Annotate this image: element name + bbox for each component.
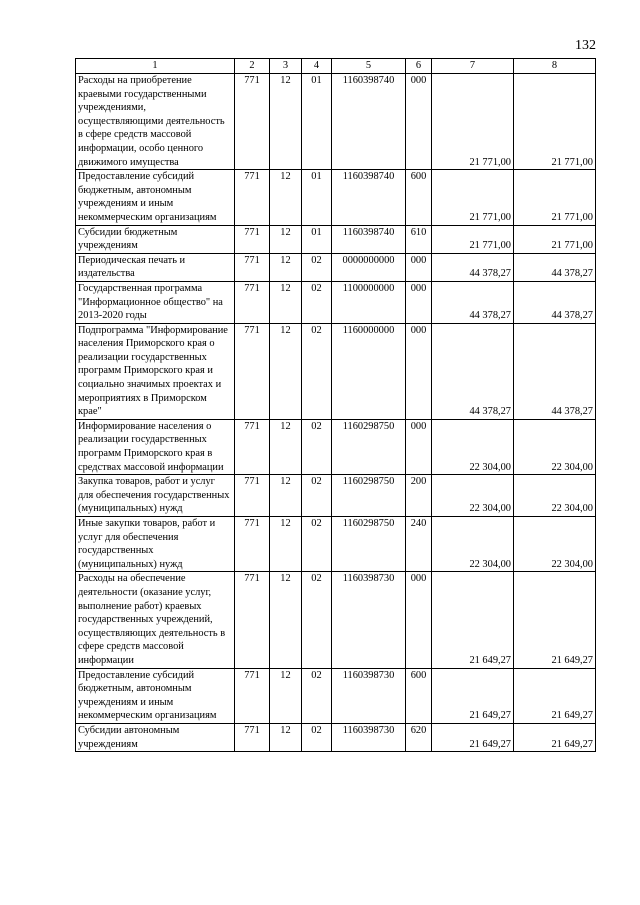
- table-header-row: [76, 59, 596, 74]
- column-header: 3: [270, 59, 302, 74]
- subsection-cell: 02: [302, 668, 332, 723]
- subsection-cell: 02: [302, 723, 332, 751]
- expense-type-cell: 000: [406, 74, 432, 170]
- table-row: [76, 225, 596, 253]
- amount-year1-cell: 21 771,00: [432, 170, 514, 225]
- section-cell: 12: [270, 517, 302, 572]
- expense-type-cell: 620: [406, 723, 432, 751]
- amount-year2-cell: 44 378,27: [514, 281, 596, 323]
- table-row: [76, 170, 596, 225]
- subsection-cell: 02: [302, 572, 332, 668]
- subsection-cell: 02: [302, 475, 332, 517]
- section-cell: 12: [270, 170, 302, 225]
- amount-year1-cell: 44 378,27: [432, 281, 514, 323]
- target-article-cell: 1160398730: [332, 668, 406, 723]
- column-header: 1: [76, 59, 235, 74]
- target-article-cell: 1160398730: [332, 572, 406, 668]
- table-row: [76, 572, 596, 668]
- section-cell: 12: [270, 572, 302, 668]
- grbs-cell: 771: [235, 668, 270, 723]
- table-row: [76, 281, 596, 323]
- amount-year1-cell: 21 649,27: [432, 572, 514, 668]
- subsection-cell: 01: [302, 170, 332, 225]
- subsection-cell: 02: [302, 323, 332, 419]
- row-name-cell: Предоставление субсидий бюджетным, автономным учреждениям и иным некоммерческим организациям: [76, 668, 235, 723]
- target-article-cell: 1160398740: [332, 170, 406, 225]
- expense-type-cell: 600: [406, 668, 432, 723]
- subsection-cell: 01: [302, 225, 332, 253]
- row-name-cell: Субсидии бюджетным учреждениям: [76, 225, 235, 253]
- target-article-cell: 1160298750: [332, 475, 406, 517]
- subsection-cell: 02: [302, 253, 332, 281]
- section-cell: 12: [270, 74, 302, 170]
- table-row: [76, 74, 596, 170]
- row-name-cell: Иные закупки товаров, работ и услуг для обеспечения государственных (муниципальных) нужд: [76, 517, 235, 572]
- row-name-cell: Подпрограмма "Информирование населения Приморского края о реализации государственных программ Приморского края и социально значимых проектах и мероприятиях в Приморском крае": [76, 323, 235, 419]
- amount-year1-cell: 22 304,00: [432, 419, 514, 474]
- table-row: [76, 323, 596, 419]
- grbs-cell: 771: [235, 225, 270, 253]
- expense-type-cell: 610: [406, 225, 432, 253]
- section-cell: 12: [270, 225, 302, 253]
- grbs-cell: 771: [235, 572, 270, 668]
- amount-year2-cell: 22 304,00: [514, 475, 596, 517]
- column-header: 4: [302, 59, 332, 74]
- amount-year2-cell: 44 378,27: [514, 323, 596, 419]
- table-row: [76, 419, 596, 474]
- section-cell: 12: [270, 668, 302, 723]
- target-article-cell: 1160298750: [332, 419, 406, 474]
- grbs-cell: 771: [235, 281, 270, 323]
- section-cell: 12: [270, 419, 302, 474]
- row-name-cell: Предоставление субсидий бюджетным, автономным учреждениям и иным некоммерческим организациям: [76, 170, 235, 225]
- expense-type-cell: 240: [406, 517, 432, 572]
- column-header: 7: [432, 59, 514, 74]
- row-name-cell: Периодическая печать и издательства: [76, 253, 235, 281]
- row-name-cell: Закупка товаров, работ и услуг для обеспечения государственных (муниципальных) нужд: [76, 475, 235, 517]
- section-cell: 12: [270, 723, 302, 751]
- amount-year2-cell: 21 649,27: [514, 572, 596, 668]
- table-row: [76, 723, 596, 751]
- target-article-cell: 0000000000: [332, 253, 406, 281]
- amount-year1-cell: 21 771,00: [432, 225, 514, 253]
- table-row: [76, 475, 596, 517]
- table-row: [76, 517, 596, 572]
- row-name-cell: Государственная программа "Информационное общество" на 2013-2020 годы: [76, 281, 235, 323]
- grbs-cell: 771: [235, 253, 270, 281]
- subsection-cell: 02: [302, 419, 332, 474]
- section-cell: 12: [270, 281, 302, 323]
- grbs-cell: 771: [235, 517, 270, 572]
- target-article-cell: 1100000000: [332, 281, 406, 323]
- grbs-cell: 771: [235, 475, 270, 517]
- expense-type-cell: 000: [406, 281, 432, 323]
- grbs-cell: 771: [235, 723, 270, 751]
- amount-year2-cell: 22 304,00: [514, 517, 596, 572]
- expense-type-cell: 600: [406, 170, 432, 225]
- grbs-cell: 771: [235, 170, 270, 225]
- row-name-cell: Информирование населения о реализации государственных программ Приморского края в средствах массовой информации: [76, 419, 235, 474]
- amount-year1-cell: 21 649,27: [432, 668, 514, 723]
- amount-year2-cell: 21 771,00: [514, 225, 596, 253]
- column-header: 2: [235, 59, 270, 74]
- amount-year1-cell: 21 771,00: [432, 74, 514, 170]
- target-article-cell: 1160298750: [332, 517, 406, 572]
- row-name-cell: Субсидии автономным учреждениям: [76, 723, 235, 751]
- table-row: [76, 668, 596, 723]
- subsection-cell: 02: [302, 281, 332, 323]
- amount-year2-cell: 44 378,27: [514, 253, 596, 281]
- target-article-cell: 1160398740: [332, 74, 406, 170]
- amount-year2-cell: 21 771,00: [514, 170, 596, 225]
- page-number: 132: [575, 38, 596, 53]
- grbs-cell: 771: [235, 419, 270, 474]
- subsection-cell: 01: [302, 74, 332, 170]
- section-cell: 12: [270, 475, 302, 517]
- column-header: 5: [332, 59, 406, 74]
- amount-year2-cell: 21 649,27: [514, 668, 596, 723]
- column-header: 8: [514, 59, 596, 74]
- amount-year2-cell: 21 649,27: [514, 723, 596, 751]
- column-header: 6: [406, 59, 432, 74]
- section-cell: 12: [270, 323, 302, 419]
- amount-year1-cell: 22 304,00: [432, 475, 514, 517]
- target-article-cell: 1160398740: [332, 225, 406, 253]
- expense-type-cell: 000: [406, 572, 432, 668]
- target-article-cell: 1160000000: [332, 323, 406, 419]
- amount-year1-cell: 44 378,27: [432, 323, 514, 419]
- expense-type-cell: 000: [406, 253, 432, 281]
- expense-type-cell: 000: [406, 419, 432, 474]
- amount-year1-cell: 22 304,00: [432, 517, 514, 572]
- target-article-cell: 1160398730: [332, 723, 406, 751]
- section-cell: 12: [270, 253, 302, 281]
- amount-year2-cell: 21 771,00: [514, 74, 596, 170]
- amount-year2-cell: 22 304,00: [514, 419, 596, 474]
- grbs-cell: 771: [235, 74, 270, 170]
- amount-year1-cell: 44 378,27: [432, 253, 514, 281]
- expense-type-cell: 200: [406, 475, 432, 517]
- expense-type-cell: 000: [406, 323, 432, 419]
- subsection-cell: 02: [302, 517, 332, 572]
- row-name-cell: Расходы на приобретение краевыми государственными учреждениями, осуществляющими деятельность в сфере средств массовой информации, особо ценного движимого имущества: [76, 74, 235, 170]
- grbs-cell: 771: [235, 323, 270, 419]
- table-row: [76, 253, 596, 281]
- budget-table: [75, 58, 596, 752]
- row-name-cell: Расходы на обеспечение деятельности (оказание услуг, выполнение работ) краевых государственных учреждений, осуществляющих деятельность в сфере средств массовой информации: [76, 572, 235, 668]
- amount-year1-cell: 21 649,27: [432, 723, 514, 751]
